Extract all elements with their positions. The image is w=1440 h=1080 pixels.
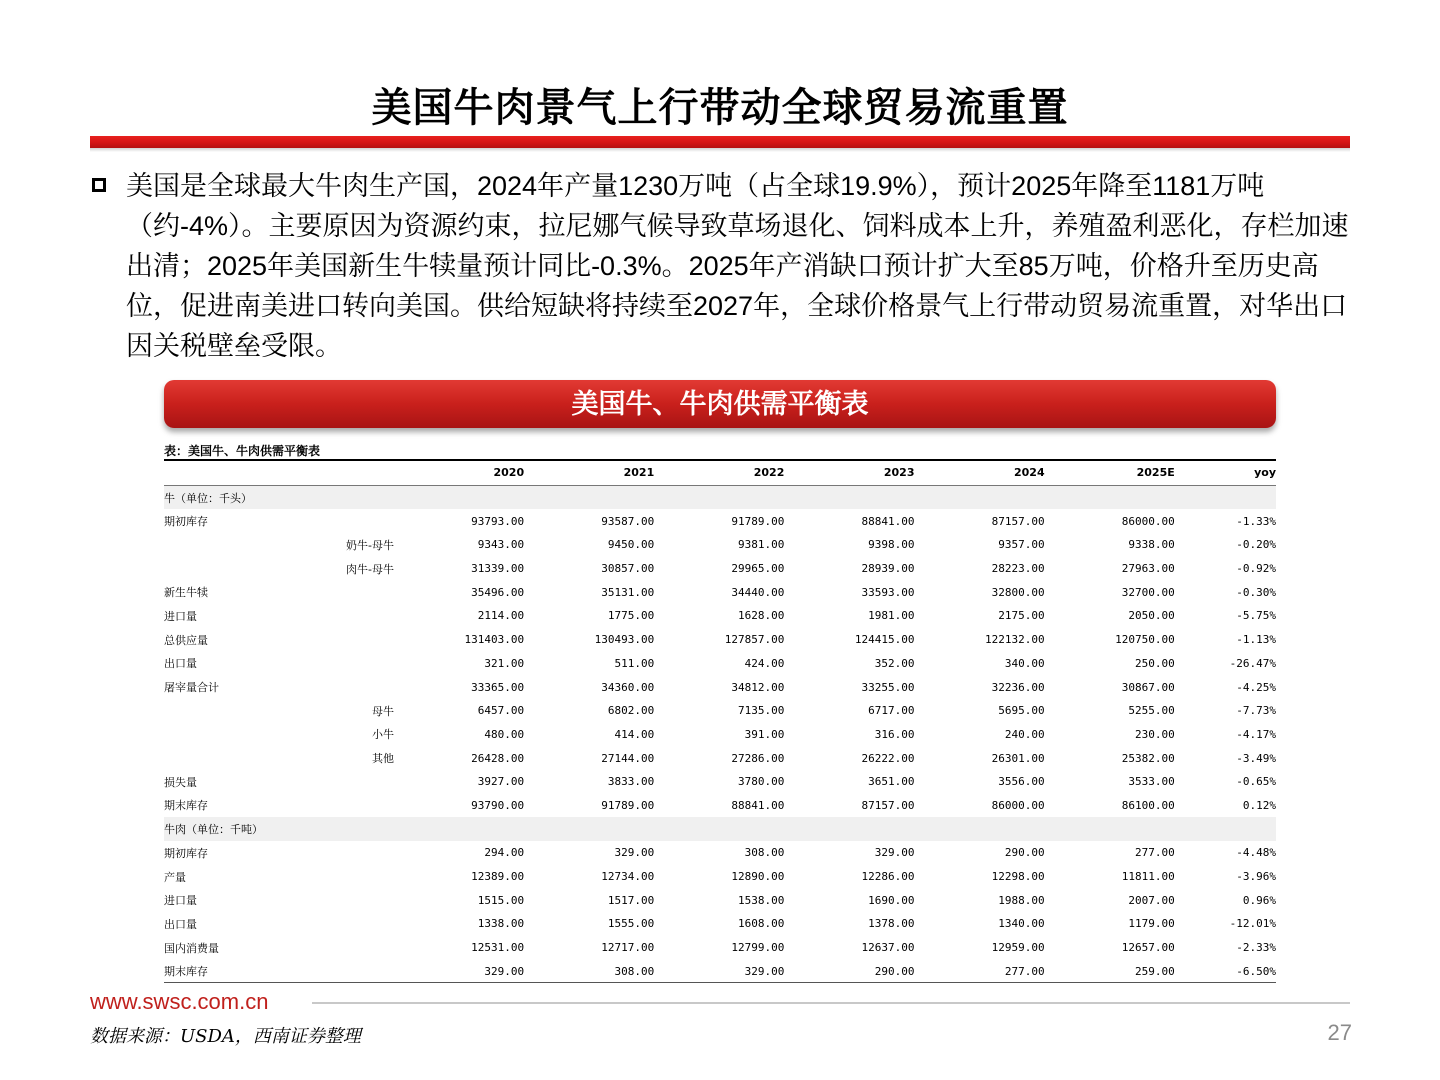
value-cell: 12959.00 bbox=[991, 941, 1045, 955]
table-row bbox=[164, 841, 1276, 865]
page-title: 美国牛肉景气上行带动全球贸易流重置 bbox=[371, 86, 1069, 130]
value-cell: 3533.00 bbox=[1128, 775, 1175, 789]
value-cell: 329.00 bbox=[744, 964, 785, 978]
yoy-cell: -4.17% bbox=[1236, 727, 1276, 741]
value-cell: 34812.00 bbox=[731, 680, 785, 694]
value-cell: 93587.00 bbox=[601, 514, 655, 528]
table-row bbox=[164, 604, 1276, 628]
value-cell: 27144.00 bbox=[601, 751, 655, 765]
value-cell: 88841.00 bbox=[731, 798, 785, 812]
table-row bbox=[164, 746, 1276, 770]
value-cell: 1690.00 bbox=[868, 893, 915, 907]
row-label: 新生牛犊 bbox=[164, 586, 208, 600]
value-cell: 1517.00 bbox=[607, 893, 655, 907]
value-cell: 9343.00 bbox=[477, 538, 525, 552]
table-row bbox=[164, 628, 1276, 652]
table-row bbox=[164, 794, 1276, 818]
page-number: 27 bbox=[1327, 1020, 1352, 1045]
yoy-cell: -2.33% bbox=[1236, 941, 1276, 955]
yoy-cell: -0.30% bbox=[1236, 585, 1276, 599]
value-cell: 1179.00 bbox=[1128, 917, 1175, 931]
value-cell: 511.00 bbox=[614, 656, 655, 670]
table-row bbox=[164, 509, 1276, 533]
value-cell: 91789.00 bbox=[601, 798, 655, 812]
value-cell: 25382.00 bbox=[1121, 751, 1175, 765]
value-cell: 91789.00 bbox=[731, 514, 785, 528]
row-label: 奶牛-母牛 bbox=[346, 538, 394, 552]
table-bottom-rule bbox=[164, 982, 1276, 983]
value-cell: 30857.00 bbox=[601, 562, 655, 576]
value-cell: 12298.00 bbox=[991, 870, 1045, 884]
value-cell: 3927.00 bbox=[477, 775, 525, 789]
value-cell: 277.00 bbox=[1004, 964, 1045, 978]
value-cell: 86000.00 bbox=[991, 798, 1045, 812]
value-cell bbox=[524, 485, 654, 509]
row-label: 小牛 bbox=[372, 728, 394, 742]
value-cell: 12286.00 bbox=[861, 870, 915, 884]
value-cell: 32236.00 bbox=[991, 680, 1045, 694]
value-cell: 2050.00 bbox=[1128, 609, 1175, 623]
value-cell: 1338.00 bbox=[477, 917, 525, 931]
row-label: 期初库存 bbox=[164, 846, 208, 860]
data-source-note: 数据来源：USDA，西南证券整理 bbox=[90, 1026, 361, 1047]
value-cell: 12531.00 bbox=[471, 941, 525, 955]
value-cell: 277.00 bbox=[1135, 846, 1175, 860]
value-cell: 26222.00 bbox=[861, 751, 915, 765]
value-cell: 34360.00 bbox=[601, 680, 655, 694]
value-cell: 29965.00 bbox=[731, 562, 785, 576]
row-label: 总供应量 bbox=[164, 633, 208, 647]
yoy-cell: -4.48% bbox=[1236, 846, 1276, 860]
value-cell: 33365.00 bbox=[471, 680, 525, 694]
value-cell bbox=[654, 485, 784, 509]
yoy-cell: -4.25% bbox=[1236, 680, 1276, 694]
yoy-cell: -26.47% bbox=[1229, 656, 1276, 670]
value-cell: 259.00 bbox=[1135, 964, 1175, 978]
table-row bbox=[164, 912, 1276, 936]
value-cell: 316.00 bbox=[874, 727, 915, 741]
row-label: 期末库存 bbox=[164, 965, 208, 979]
value-cell: 124415.00 bbox=[854, 633, 915, 647]
header-cell-yoy: yoy bbox=[1175, 461, 1276, 485]
header-cell-2020: 2020 bbox=[394, 461, 524, 485]
value-cell: 35496.00 bbox=[471, 585, 525, 599]
value-cell: 12389.00 bbox=[471, 870, 525, 884]
value-cell: 1608.00 bbox=[738, 917, 785, 931]
table-row bbox=[164, 675, 1276, 699]
value-cell: 28223.00 bbox=[991, 562, 1045, 576]
value-cell bbox=[524, 817, 654, 841]
value-cell: 33593.00 bbox=[861, 585, 915, 599]
table-body bbox=[164, 485, 1276, 983]
value-cell: 329.00 bbox=[484, 964, 525, 978]
value-cell: 480.00 bbox=[484, 727, 525, 741]
row-label: 产量 bbox=[164, 870, 186, 884]
value-cell: 131403.00 bbox=[464, 633, 525, 647]
yoy-cell: -7.73% bbox=[1236, 704, 1276, 718]
value-cell: 6457.00 bbox=[477, 704, 525, 718]
value-cell: 12734.00 bbox=[601, 870, 655, 884]
header-cell-label bbox=[164, 461, 394, 485]
value-cell: 321.00 bbox=[484, 656, 525, 670]
row-label: 进口量 bbox=[164, 894, 197, 908]
table-row bbox=[164, 888, 1276, 912]
header-cell-2023: 2023 bbox=[784, 461, 914, 485]
value-cell: 12637.00 bbox=[861, 941, 915, 955]
value-cell: 9398.00 bbox=[868, 538, 915, 552]
value-cell bbox=[1045, 817, 1175, 841]
row-label: 牛肉（单位：千吨） bbox=[164, 817, 394, 841]
table-row bbox=[164, 770, 1276, 794]
value-cell: 9450.00 bbox=[607, 538, 655, 552]
yoy-cell bbox=[1175, 485, 1276, 509]
value-cell bbox=[915, 817, 1045, 841]
yoy-cell: 0.96% bbox=[1242, 893, 1276, 907]
value-cell: 1515.00 bbox=[477, 893, 525, 907]
value-cell: 6717.00 bbox=[868, 704, 915, 718]
value-cell: 6802.00 bbox=[607, 704, 655, 718]
value-cell: 9357.00 bbox=[998, 538, 1045, 552]
value-cell: 93793.00 bbox=[471, 514, 525, 528]
value-cell: 7135.00 bbox=[738, 704, 785, 718]
value-cell: 391.00 bbox=[744, 727, 785, 741]
yoy-cell: -0.65% bbox=[1236, 775, 1276, 789]
value-cell: 1988.00 bbox=[998, 893, 1045, 907]
yoy-cell: -12.01% bbox=[1229, 917, 1276, 931]
yoy-cell: -6.50% bbox=[1236, 964, 1276, 978]
value-cell: 88841.00 bbox=[861, 514, 915, 528]
row-label: 牛（单位：千头） bbox=[164, 485, 394, 509]
table-row bbox=[164, 557, 1276, 581]
row-label: 肉牛-母牛 bbox=[346, 562, 394, 576]
table-row bbox=[164, 699, 1276, 723]
value-cell: 9381.00 bbox=[738, 538, 785, 552]
table-section-row bbox=[164, 485, 1276, 509]
table-caption: 表：美国牛、牛肉供需平衡表 bbox=[164, 444, 321, 458]
row-label: 其他 bbox=[372, 752, 394, 766]
bullet-text: 美国是全球最大牛肉生产国，2024年产量1230万吨（占全球19.9%），预计2025年降至1181万吨（约-4%）。主要原因为资源约束，拉尼娜气候导致草场退化、饲料成本上升，养殖盈利恶化，存栏加速出清；2025年美国新生牛犊量预计同比-0.3%。2025年产消缺口预计扩大至85万吨，价格升至历史高位，促进南美进口转向美国。供给短缺将持续至2027年，全球价格景气上行带动贸易流重置，对华出口因关税壁垒受限。 bbox=[126, 171, 1349, 361]
value-cell: 33255.00 bbox=[861, 680, 915, 694]
value-cell: 31339.00 bbox=[471, 562, 525, 576]
value-cell: 352.00 bbox=[874, 656, 915, 670]
row-label: 母牛 bbox=[372, 704, 394, 718]
value-cell: 12799.00 bbox=[731, 941, 785, 955]
value-cell: 34440.00 bbox=[731, 585, 785, 599]
value-cell: 3780.00 bbox=[738, 775, 785, 789]
row-label: 出口量 bbox=[164, 917, 197, 931]
value-cell: 26428.00 bbox=[471, 751, 525, 765]
yoy-cell: -0.92% bbox=[1236, 562, 1276, 576]
yoy-cell: -3.96% bbox=[1236, 870, 1276, 884]
value-cell: 30867.00 bbox=[1121, 680, 1175, 694]
table-row bbox=[164, 936, 1276, 960]
row-label: 损失量 bbox=[164, 775, 197, 789]
value-cell: 35131.00 bbox=[601, 585, 655, 599]
value-cell: 87157.00 bbox=[991, 514, 1045, 528]
value-cell bbox=[394, 485, 524, 509]
value-cell: 329.00 bbox=[614, 846, 655, 860]
value-cell: 86000.00 bbox=[1121, 514, 1175, 528]
value-cell: 87157.00 bbox=[861, 798, 915, 812]
value-cell: 5255.00 bbox=[1128, 704, 1175, 718]
row-label: 进口量 bbox=[164, 609, 197, 623]
value-cell bbox=[915, 485, 1045, 509]
row-label: 屠宰量合计 bbox=[164, 681, 219, 695]
row-label: 国内消费量 bbox=[164, 941, 219, 955]
yoy-cell: -5.75% bbox=[1236, 609, 1276, 623]
value-cell: 230.00 bbox=[1135, 727, 1175, 741]
value-cell: 329.00 bbox=[874, 846, 915, 860]
value-cell: 290.00 bbox=[1004, 846, 1045, 860]
table-section-row bbox=[164, 817, 1276, 841]
value-cell: 340.00 bbox=[1004, 656, 1045, 670]
table-row bbox=[164, 533, 1276, 557]
value-cell bbox=[784, 817, 914, 841]
table-row bbox=[164, 959, 1276, 983]
value-cell: 294.00 bbox=[484, 846, 525, 860]
yoy-cell: -1.33% bbox=[1236, 514, 1276, 528]
value-cell: 3651.00 bbox=[868, 775, 915, 789]
table-row bbox=[164, 723, 1276, 747]
title-underline-bar bbox=[90, 136, 1350, 148]
value-cell: 93790.00 bbox=[471, 798, 525, 812]
row-label: 期初库存 bbox=[164, 515, 208, 529]
value-cell: 1378.00 bbox=[868, 917, 915, 931]
value-cell: 250.00 bbox=[1135, 656, 1175, 670]
value-cell bbox=[394, 817, 524, 841]
yoy-cell: -3.49% bbox=[1236, 751, 1276, 765]
table-row bbox=[164, 580, 1276, 604]
yoy-cell bbox=[1175, 817, 1276, 841]
yoy-cell: -0.20% bbox=[1236, 538, 1276, 552]
value-cell: 424.00 bbox=[744, 656, 785, 670]
value-cell: 2007.00 bbox=[1128, 893, 1175, 907]
header-cell-2024: 2024 bbox=[915, 461, 1045, 485]
value-cell: 5695.00 bbox=[998, 704, 1045, 718]
value-cell: 3556.00 bbox=[998, 775, 1045, 789]
value-cell: 32700.00 bbox=[1121, 585, 1175, 599]
value-cell: 2114.00 bbox=[477, 609, 525, 623]
value-cell: 308.00 bbox=[744, 846, 785, 860]
footer-divider bbox=[312, 1002, 1350, 1004]
value-cell: 130493.00 bbox=[594, 633, 655, 647]
value-cell: 12657.00 bbox=[1121, 941, 1175, 955]
value-cell: 240.00 bbox=[1004, 727, 1045, 741]
value-cell: 1555.00 bbox=[607, 917, 655, 931]
row-label: 期末库存 bbox=[164, 799, 208, 813]
table-panel-header: 美国牛、牛肉供需平衡表 bbox=[164, 380, 1276, 428]
value-cell: 2175.00 bbox=[998, 609, 1045, 623]
value-cell bbox=[654, 817, 784, 841]
value-cell: 127857.00 bbox=[724, 633, 785, 647]
header-cell-2022: 2022 bbox=[654, 461, 784, 485]
value-cell: 1981.00 bbox=[868, 609, 915, 623]
supply-demand-table bbox=[164, 461, 1276, 983]
value-cell: 1628.00 bbox=[738, 609, 785, 623]
row-label: 出口量 bbox=[164, 657, 197, 671]
table-row bbox=[164, 865, 1276, 889]
bullet-point bbox=[90, 166, 1360, 366]
value-cell: 12717.00 bbox=[601, 941, 655, 955]
value-cell: 122132.00 bbox=[985, 633, 1045, 647]
square-bullet-icon bbox=[92, 178, 106, 192]
yoy-cell: -1.13% bbox=[1236, 633, 1276, 647]
value-cell: 12890.00 bbox=[731, 870, 785, 884]
header-cell-2025e: 2025E bbox=[1045, 461, 1175, 485]
value-cell: 1340.00 bbox=[998, 917, 1045, 931]
value-cell: 308.00 bbox=[614, 964, 655, 978]
table-row bbox=[164, 652, 1276, 676]
value-cell: 9338.00 bbox=[1128, 538, 1175, 552]
value-cell: 27286.00 bbox=[731, 751, 785, 765]
value-cell: 290.00 bbox=[874, 964, 915, 978]
footer-website-link[interactable]: www.swsc.com.cn bbox=[90, 989, 269, 1014]
value-cell: 27963.00 bbox=[1121, 562, 1175, 576]
value-cell: 86100.00 bbox=[1121, 798, 1175, 812]
value-cell: 1538.00 bbox=[738, 893, 785, 907]
value-cell: 11811.00 bbox=[1121, 870, 1175, 884]
value-cell: 1775.00 bbox=[607, 609, 655, 623]
yoy-cell: 0.12% bbox=[1242, 798, 1276, 812]
value-cell: 26301.00 bbox=[991, 751, 1045, 765]
table-header-row bbox=[164, 461, 1276, 485]
header-cell-2021: 2021 bbox=[524, 461, 654, 485]
value-cell: 32800.00 bbox=[991, 585, 1045, 599]
value-cell bbox=[784, 485, 914, 509]
value-cell bbox=[1045, 485, 1175, 509]
value-cell: 120750.00 bbox=[1115, 633, 1175, 647]
value-cell: 414.00 bbox=[614, 727, 655, 741]
value-cell: 28939.00 bbox=[861, 562, 915, 576]
value-cell: 3833.00 bbox=[607, 775, 655, 789]
